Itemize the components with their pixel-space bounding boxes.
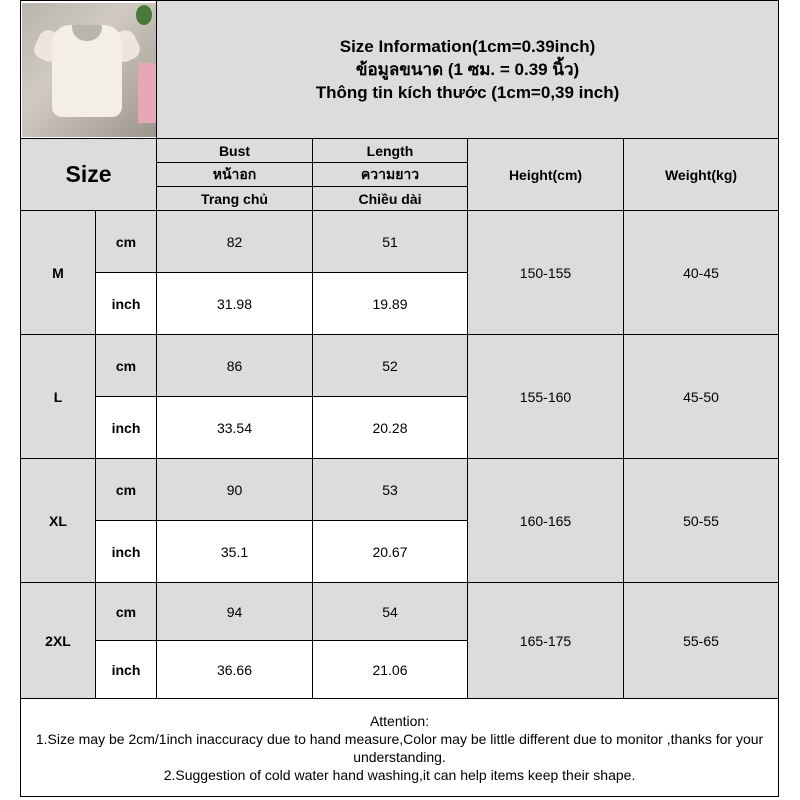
size-label-xl: XL <box>21 459 96 583</box>
bust-inch-2xl: 36.66 <box>157 641 313 699</box>
height-m: 150-155 <box>468 211 624 335</box>
height-xl: 160-165 <box>468 459 624 583</box>
height-l: 155-160 <box>468 335 624 459</box>
bust-inch-xl: 35.1 <box>157 521 313 583</box>
bust-cm-m: 82 <box>157 211 313 273</box>
unit-cm: cm <box>96 335 157 397</box>
unit-cm: cm <box>96 211 157 273</box>
weight-header: Weight(kg) <box>624 139 779 211</box>
attention-title: Attention: <box>369 712 430 729</box>
length-inch-m: 19.89 <box>313 273 468 335</box>
bust-header-vi: Trang chủ <box>157 187 313 211</box>
length-header-th: ความยาว <box>313 163 468 187</box>
attention-line-2: 2.Suggestion of cold water hand washing,it can help items keep their shape. <box>163 766 636 783</box>
plant-shape <box>136 5 152 25</box>
size-label-2xl: 2XL <box>21 583 96 699</box>
unit-cm: cm <box>96 583 157 641</box>
height-2xl: 165-175 <box>468 583 624 699</box>
weight-2xl: 55-65 <box>624 583 779 699</box>
title-thai: ข้อมูลขนาด (1 ซม. = 0.39 นิ้ว) <box>355 60 580 79</box>
bust-cm-l: 86 <box>157 335 313 397</box>
header-title-cell <box>157 1 779 139</box>
bust-cm-2xl: 94 <box>157 583 313 641</box>
length-header-vi: Chiều dài <box>313 187 468 211</box>
length-inch-l: 20.28 <box>313 397 468 459</box>
unit-inch: inch <box>96 397 157 459</box>
size-header-label: Size <box>65 161 112 187</box>
product-photo-cell <box>21 1 157 139</box>
product-photo <box>22 3 156 137</box>
bust-inch-l: 33.54 <box>157 397 313 459</box>
size-header <box>21 139 157 211</box>
size-table <box>20 0 779 797</box>
size-chart <box>20 0 778 798</box>
unit-inch: inch <box>96 641 157 699</box>
size-label-m: M <box>21 211 96 335</box>
length-cm-xl: 53 <box>313 459 468 521</box>
attention-note <box>21 699 779 797</box>
bust-cm-xl: 90 <box>157 459 313 521</box>
weight-m: 40-45 <box>624 211 779 335</box>
bust-header-th: หน้าอก <box>157 163 313 187</box>
unit-cm: cm <box>96 459 157 521</box>
title-english: Size Information(1cm=0.39inch) <box>339 37 596 56</box>
bust-inch-m: 31.98 <box>157 273 313 335</box>
pink-garment-shape <box>138 63 156 123</box>
length-header-en: Length <box>313 139 468 163</box>
weight-xl: 50-55 <box>624 459 779 583</box>
weight-l: 45-50 <box>624 335 779 459</box>
length-cm-2xl: 54 <box>313 583 468 641</box>
size-label-l: L <box>21 335 96 459</box>
bust-header-en: Bust <box>157 139 313 163</box>
length-cm-m: 51 <box>313 211 468 273</box>
length-cm-l: 52 <box>313 335 468 397</box>
attention-line-1: 1.Size may be 2cm/1inch inaccuracy due to hand measure,Color may be little different due to monitor ,thanks for your understanding. <box>35 730 764 765</box>
length-inch-xl: 20.67 <box>313 521 468 583</box>
title-vietnamese: Thông tin kích thước (1cm=0,39 inch) <box>315 83 620 102</box>
height-header: Height(cm) <box>468 139 624 211</box>
unit-inch: inch <box>96 273 157 335</box>
unit-inch: inch <box>96 521 157 583</box>
length-inch-2xl: 21.06 <box>313 641 468 699</box>
